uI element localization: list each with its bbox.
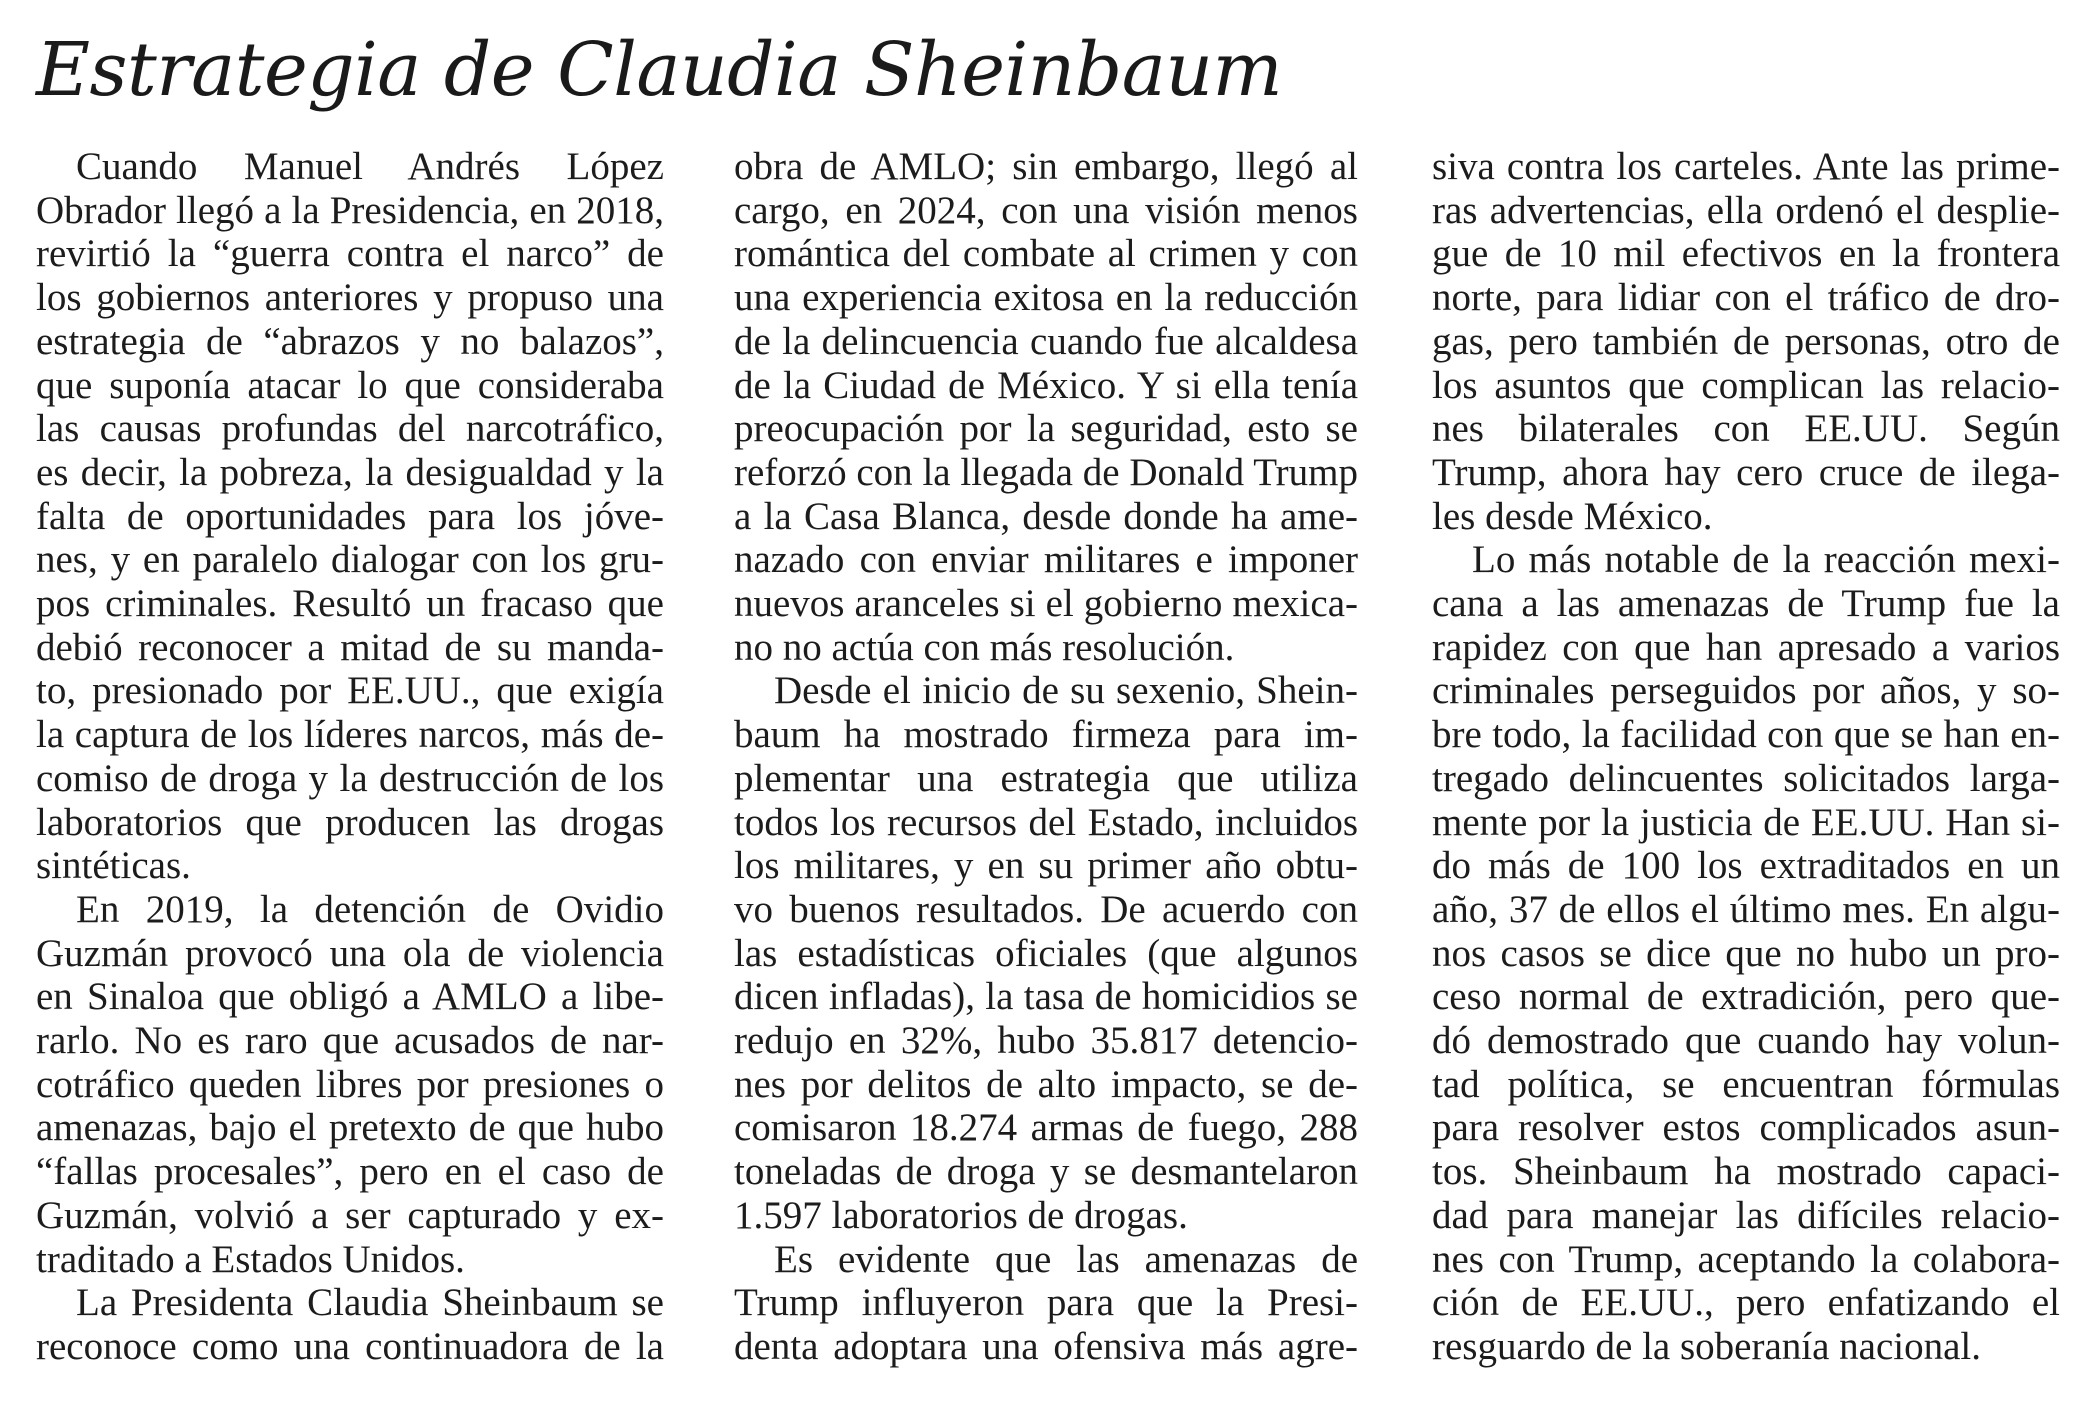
text-line: Trump influyeron para que la Presi- xyxy=(734,1281,1358,1325)
text-line: rarlo. No es raro que acusados de nar- xyxy=(36,1019,664,1063)
text-line: pos criminales. Resultó un fracaso que xyxy=(36,582,664,626)
text-line: nazado con enviar militares e imponer xyxy=(734,538,1358,582)
text-line: Obrador llegó a la Presidencia, en 2018, xyxy=(36,188,664,232)
text-line: las estadísticas oficiales (que algunos xyxy=(734,931,1358,975)
text-line: ras advertencias, ella ordenó el desplie- xyxy=(1432,188,2060,232)
article-column-2 xyxy=(734,145,1358,1369)
text-line: “fallas procesales”, pero en el caso de xyxy=(36,1150,664,1194)
text-line: rapidez con que han apresado a varios xyxy=(1432,625,2060,669)
text-line: cotráfico queden libres por presiones o xyxy=(36,1062,664,1106)
text-line: de la Ciudad de México. Y si ella tenía xyxy=(734,363,1358,407)
text-line: sintéticas. xyxy=(36,844,191,888)
text-line: norte, para lidiar con el tráfico de dro- xyxy=(1432,276,2060,320)
text-line: Es evidente que las amenazas de xyxy=(774,1237,1358,1281)
text-line: les desde México. xyxy=(1432,494,1713,538)
text-line: Cuando Manuel Andrés López xyxy=(76,145,664,188)
text-line: reconoce como una continuadora de la xyxy=(36,1324,664,1368)
text-line: denta adoptara una ofensiva más agre- xyxy=(734,1324,1358,1368)
text-line: falta de oportunidades para los jóve- xyxy=(36,494,664,538)
text-line: en Sinaloa que obligó a AMLO a libe- xyxy=(36,975,664,1019)
text-line: dó demostrado que cuando hay volun- xyxy=(1432,1019,2060,1063)
text-line: estrategia de “abrazos y no balazos”, xyxy=(36,319,664,363)
text-line: Trump, ahora hay cero cruce de ilega- xyxy=(1432,450,2060,494)
text-line: ción de EE.UU., pero enfatizando el xyxy=(1432,1281,2060,1325)
text-line: mente por la justicia de EE.UU. Han si- xyxy=(1432,800,2060,844)
text-line: que suponía atacar lo que consideraba xyxy=(36,363,664,407)
text-line: nuevos aranceles si el gobierno mexica- xyxy=(734,582,1358,626)
text-line: redujo en 32%, hubo 35.817 detencio- xyxy=(734,1019,1358,1063)
text-line: do más de 100 los extraditados en un xyxy=(1432,844,2060,888)
text-line: a la Casa Blanca, desde donde ha ame- xyxy=(734,494,1358,538)
text-line: vo buenos resultados. De acuerdo con xyxy=(734,887,1358,931)
text-line: tregado delincuentes solicitados larga- xyxy=(1432,756,2060,800)
text-line: tad política, se encuentran fórmulas xyxy=(1432,1062,2060,1106)
text-line: reforzó con la llegada de Donald Trump xyxy=(734,450,1358,494)
article-column-3 xyxy=(1432,145,2060,1369)
text-line: comiso de droga y la destrucción de los xyxy=(36,756,664,800)
text-line: gas, pero también de personas, otro de xyxy=(1432,319,2060,363)
text-line: traditado a Estados Unidos. xyxy=(36,1237,465,1281)
text-line: gue de 10 mil efectivos en la frontera xyxy=(1432,232,2060,276)
text-line: romántica del combate al crimen y con xyxy=(734,232,1358,276)
text-line: es decir, la pobreza, la desigualdad y la xyxy=(36,450,664,494)
text-line: debió reconocer a mitad de su manda- xyxy=(36,625,664,669)
text-line: una experiencia exitosa en la reducción xyxy=(734,276,1358,320)
text-line: cargo, en 2024, con una visión menos xyxy=(734,188,1358,232)
article-column-1 xyxy=(36,145,664,1369)
text-line: ceso normal de extradición, pero que- xyxy=(1432,975,2060,1019)
text-line: Guzmán, volvió a ser capturado y ex- xyxy=(36,1193,664,1237)
text-line: Lo más notable de la reacción mexi- xyxy=(1472,538,2060,582)
text-line: siva contra los carteles. Ante las prime- xyxy=(1432,145,2060,188)
text-line: La Presidenta Claudia Sheinbaum se xyxy=(76,1281,664,1325)
text-line: En 2019, la detención de Ovidio xyxy=(76,887,664,931)
text-line: bre todo, la facilidad con que se han en- xyxy=(1432,713,2060,757)
text-line: cana a las amenazas de Trump fue la xyxy=(1432,582,2060,626)
text-line: revirtió la “guerra contra el narco” de xyxy=(36,232,664,276)
text-line: baum ha mostrado firmeza para im- xyxy=(734,713,1358,757)
text-line: todos los recursos del Estado, incluidos xyxy=(734,800,1358,844)
text-line: laboratorios que producen las drogas xyxy=(36,800,664,844)
text-line: nes por delitos de alto impacto, se de- xyxy=(734,1062,1358,1106)
text-line: Desde el inicio de su sexenio, Shein- xyxy=(774,669,1358,713)
text-line: dad para manejar las difíciles relacio- xyxy=(1432,1193,2060,1237)
text-line: toneladas de droga y se desmantelaron xyxy=(734,1150,1358,1194)
text-line: resguardo de la soberanía nacional. xyxy=(1432,1324,1982,1368)
text-line: de la delincuencia cuando fue alcaldesa xyxy=(734,319,1358,363)
text-line: dicen infladas), la tasa de homicidios se xyxy=(734,975,1358,1019)
text-line: plementar una estrategia que utiliza xyxy=(734,756,1358,800)
text-line: no no actúa con más resolución. xyxy=(734,625,1235,669)
text-line: tos. Sheinbaum ha mostrado capaci- xyxy=(1432,1150,2060,1194)
article-headline: Estrategia de Claudia Sheinbaum xyxy=(36,27,1283,113)
text-line: nes, y en paralelo dialogar con los gru- xyxy=(36,538,664,582)
text-line: nos casos se dice que no hubo un pro- xyxy=(1432,931,2060,975)
text-line: año, 37 de ellos el último mes. En algu- xyxy=(1432,887,2060,931)
text-line: comisaron 18.274 armas de fuego, 288 xyxy=(734,1106,1358,1150)
text-line: criminales perseguidos por años, y so- xyxy=(1432,669,2060,713)
text-line: los asuntos que complican las relacio- xyxy=(1432,363,2060,407)
text-line: to, presionado por EE.UU., que exigía xyxy=(36,669,664,713)
text-line: las causas profundas del narcotráfico, xyxy=(36,407,664,451)
text-line: nes con Trump, aceptando la colabora- xyxy=(1432,1237,2060,1281)
text-line: los gobiernos anteriores y propuso una xyxy=(36,276,664,320)
text-line: nes bilaterales con EE.UU. Según xyxy=(1432,407,2060,451)
text-line: 1.597 laboratorios de drogas. xyxy=(734,1193,1188,1237)
text-line: los militares, y en su primer año obtu- xyxy=(734,844,1358,888)
text-line: la captura de los líderes narcos, más de- xyxy=(36,713,664,757)
text-line: preocupación por la seguridad, esto se xyxy=(734,407,1358,451)
text-line: para resolver estos complicados asun- xyxy=(1432,1106,2060,1150)
text-line: amenazas, bajo el pretexto de que hubo xyxy=(36,1106,664,1150)
text-line: Guzmán provocó una ola de violencia xyxy=(36,931,664,975)
text-line: obra de AMLO; sin embargo, llegó al xyxy=(734,145,1358,188)
